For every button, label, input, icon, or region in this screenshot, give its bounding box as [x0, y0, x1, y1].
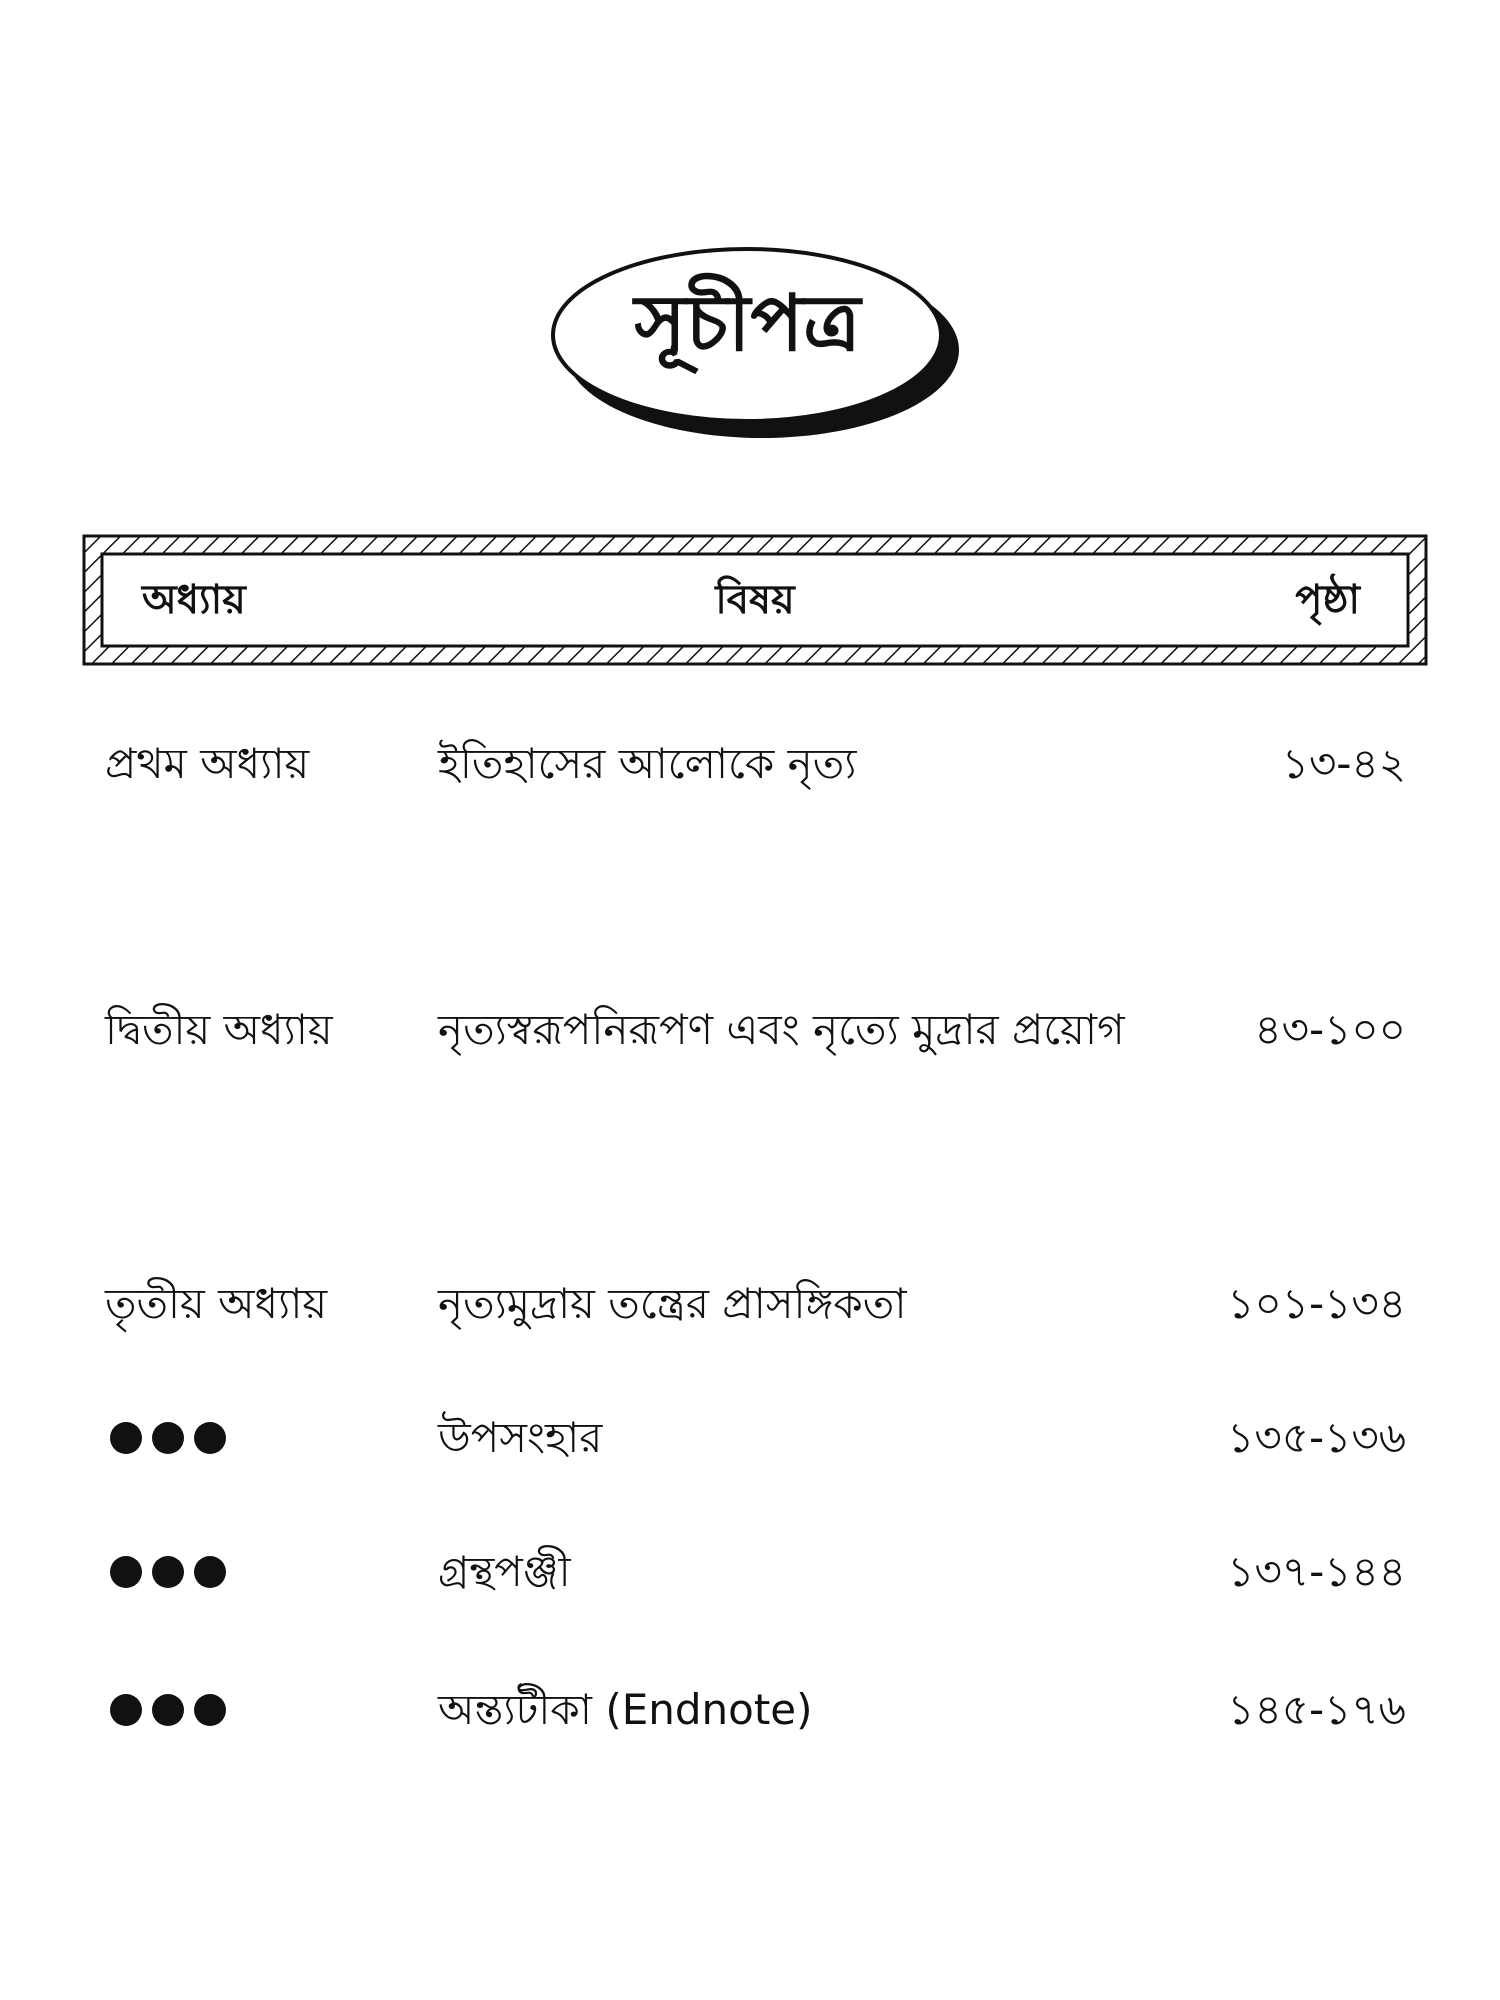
- header-page-label: পৃষ্ঠা: [1295, 577, 1360, 623]
- bullet-dot-icon: [194, 1422, 226, 1454]
- page-range: ১৩৫-১৩৬: [1227, 1413, 1406, 1462]
- bullet-dot-icon: [194, 1556, 226, 1588]
- bullet-dot-icon: [194, 1694, 226, 1726]
- chapter-label: দ্বিতীয় অধ্যায়: [105, 1005, 333, 1054]
- chapter-subject: ইতিহাসের আলোকে নৃত্য: [438, 739, 857, 788]
- bullet-dot-icon: [110, 1694, 142, 1726]
- chapter-subject: নৃত্যস্বরূপনিরূপণ এবং নৃত্যে মুদ্রার প্রয়োগ: [438, 1005, 1125, 1054]
- header-subject-label: বিষয়: [715, 577, 795, 623]
- header-chapter-label: অধ্যায়: [142, 577, 246, 623]
- toc-header: [82, 534, 1428, 666]
- page-range: ১০১-১৩৪: [1227, 1279, 1406, 1328]
- page-range: ৪৩-১০০: [1254, 1005, 1406, 1054]
- page-title: সূচীপত্র: [634, 278, 861, 369]
- page-range: ১৪৫-১৭৬: [1227, 1685, 1406, 1734]
- section-subject: গ্রন্থপঞ্জী: [438, 1547, 571, 1596]
- chapter-label: প্রথম অধ্যায়: [105, 739, 310, 788]
- bullet-dot-icon: [152, 1422, 184, 1454]
- toc-row: [0, 990, 1500, 1070]
- title-badge: [550, 238, 970, 443]
- bullet-dot-icon: [110, 1422, 142, 1454]
- section-subject: অন্ত্যটীকা (Endnote): [438, 1685, 813, 1734]
- chapter-subject: নৃত্যমুদ্রায় তন্ত্রের প্রাসঙ্গিকতা: [438, 1279, 907, 1328]
- chapter-label: তৃতীয় অধ্যায়: [105, 1279, 328, 1328]
- bullet-dots: [110, 1694, 226, 1726]
- bullet-dot-icon: [110, 1556, 142, 1588]
- bullet-dots: [110, 1422, 226, 1454]
- section-subject: উপসংহার: [438, 1413, 603, 1462]
- toc-row: [0, 1532, 1500, 1612]
- page-range: ১৩৭-১৪৪: [1227, 1547, 1406, 1596]
- toc-row: [0, 724, 1500, 804]
- bullet-dots: [110, 1556, 226, 1588]
- bullet-dot-icon: [152, 1694, 184, 1726]
- toc-row: [0, 1264, 1500, 1344]
- toc-row: [0, 1398, 1500, 1478]
- bullet-dot-icon: [152, 1556, 184, 1588]
- toc-row: [0, 1670, 1500, 1750]
- page-range: ১৩-৪২: [1281, 739, 1406, 788]
